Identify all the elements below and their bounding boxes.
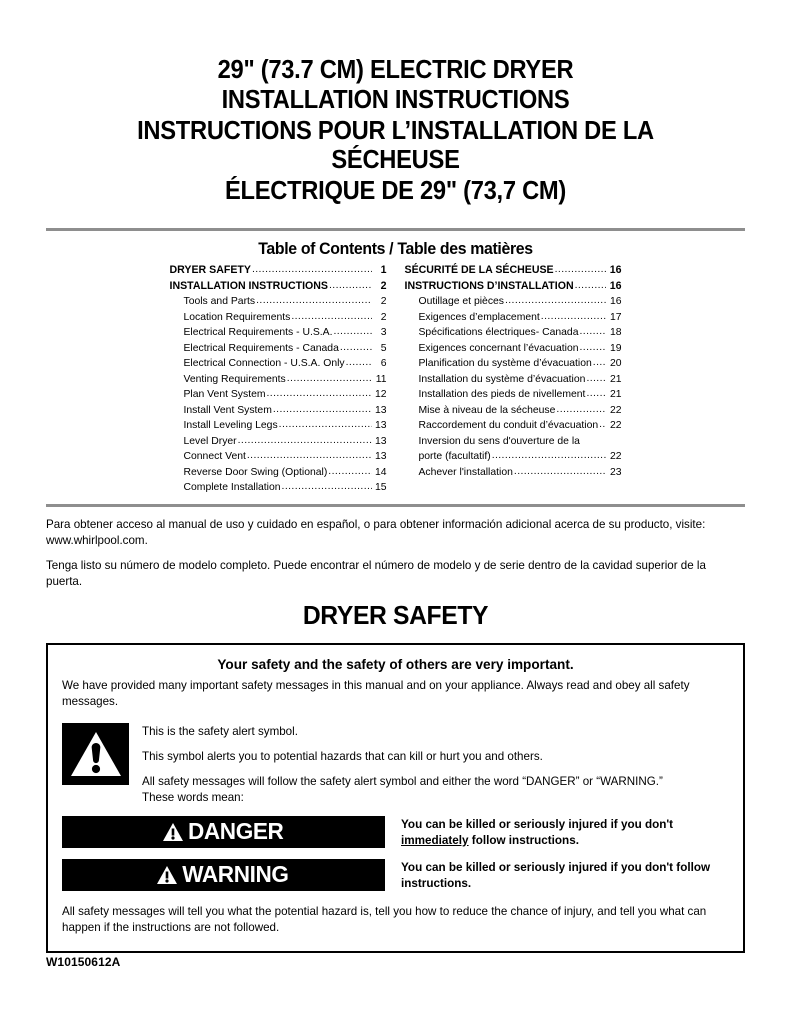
toc-leader-dots bbox=[505, 293, 606, 309]
danger-label: DANGER bbox=[187, 817, 284, 844]
toc-entry-label: Install Leveling Legs bbox=[183, 420, 278, 432]
safety-alert-symbol-icon bbox=[62, 723, 129, 785]
warning-label: WARNING bbox=[182, 860, 289, 887]
safety-alert-line-3: All safety messages will follow the safety alert symbol and either the word “DANGER” or “WARNING.” bbox=[142, 774, 663, 788]
toc-entry-label: Reverse Door Swing (Optional) bbox=[183, 466, 328, 478]
danger-row bbox=[62, 816, 729, 849]
safety-outro-text: All safety messages will tell you what the potential hazard is, tell you how to reduce the chance of injury, and tell you what can happen if the instructions are not followed. bbox=[62, 904, 707, 935]
toc-entry-label: Spécifications électriques- Canada bbox=[418, 327, 579, 339]
section-heading-dryer-safety: DRYER SAFETY bbox=[302, 599, 489, 630]
toc-leader-dots bbox=[346, 355, 372, 371]
toc-entry-label: INSTALLATION INSTRUCTIONS bbox=[169, 279, 329, 292]
toc-entry[interactable] bbox=[170, 403, 387, 419]
title-line-french-1: INSTRUCTIONS POUR L’INSTALLATION DE LA SÉCHEUSE bbox=[137, 116, 654, 175]
toc-entry[interactable] bbox=[170, 356, 387, 372]
danger-alert-triangle-icon bbox=[162, 822, 184, 842]
toc-entry[interactable] bbox=[405, 356, 622, 372]
toc-leader-dots bbox=[333, 324, 371, 340]
toc-entry-label: Complete Installation bbox=[183, 482, 281, 494]
toc-entry-page: 21 bbox=[609, 389, 622, 401]
toc-leader-dots bbox=[575, 278, 606, 294]
toc-leader-dots bbox=[282, 479, 372, 495]
safety-intro-text: We have provided many important safety messages in this manual and on your appliance. Always read and obey all safety messages. bbox=[62, 678, 690, 709]
toc-entry-page: 13 bbox=[374, 420, 387, 432]
toc-leader-dots bbox=[586, 371, 605, 387]
toc-entry[interactable] bbox=[405, 263, 622, 279]
toc-entry[interactable] bbox=[170, 279, 387, 295]
toc-entry[interactable] bbox=[170, 372, 387, 388]
toc-leader-dots bbox=[555, 262, 606, 278]
toc-entry-label: Tools and Parts bbox=[183, 296, 256, 308]
toc-entry-label: SÉCURITÉ DE LA SÉCHEUSE bbox=[404, 264, 554, 277]
toc-entry-label: Installation du système d’évacuation bbox=[418, 373, 586, 385]
danger-desc-underlined: immediately bbox=[401, 833, 469, 847]
toc-entry[interactable] bbox=[405, 294, 622, 310]
warning-alert-triangle-icon bbox=[156, 865, 178, 885]
spanish-notes bbox=[46, 517, 745, 590]
title-line-french-2: ÉLECTRIQUE DE 29" (73,7 CM) bbox=[224, 177, 567, 206]
toc-entry-page: 5 bbox=[380, 342, 387, 354]
toc-entry[interactable] bbox=[405, 465, 622, 481]
safety-alert-texts bbox=[142, 723, 729, 806]
spanish-manual-note: Para obtener acceso al manual de uso y cuidado en español, o para obtener información adicional acerca de su producto, visite: www.whirlpool.com. bbox=[46, 517, 706, 547]
toc-entry[interactable] bbox=[170, 480, 387, 496]
toc-entry[interactable] bbox=[170, 310, 387, 326]
toc-entry-label: Mise à niveau de la sécheuse bbox=[418, 404, 556, 416]
toc-leader-dots bbox=[541, 309, 606, 325]
safety-alert-line-1: This is the safety alert symbol. bbox=[142, 724, 298, 738]
safety-box-title: Your safety and the safety of others are very important. bbox=[217, 656, 574, 672]
toc-entry-label: Exigences d’emplacement bbox=[418, 311, 540, 323]
toc-leader-dots bbox=[556, 402, 605, 418]
toc-entry-page: 16 bbox=[609, 264, 622, 277]
toc-entry-label: Connect Vent bbox=[183, 451, 246, 463]
toc-entry[interactable] bbox=[405, 387, 622, 403]
toc-entry-label: Planification du système d’évacuation bbox=[418, 358, 592, 370]
toc-entry[interactable] bbox=[405, 372, 622, 388]
toc-entry-label: Electrical Connection - U.S.A. Only bbox=[183, 358, 345, 370]
toc-leader-dots bbox=[267, 386, 372, 402]
toc-leader-dots bbox=[328, 464, 371, 480]
toc-entry[interactable] bbox=[405, 403, 622, 419]
danger-banner bbox=[62, 816, 385, 848]
toc-entry-label: DRYER SAFETY bbox=[169, 264, 251, 277]
toc-entry-label: Venting Requirements bbox=[183, 373, 286, 385]
toc-entry[interactable] bbox=[170, 341, 387, 357]
toc-entry-page: 2 bbox=[380, 279, 387, 292]
divider-below-toc bbox=[46, 504, 745, 507]
danger-desc-part-a: You can be killed or seriously injured if you don't bbox=[401, 817, 674, 831]
toc-leader-dots bbox=[238, 433, 372, 449]
toc-leader-dots bbox=[291, 309, 371, 325]
toc-entry-page: 2 bbox=[380, 311, 387, 323]
danger-desc-part-b: follow instructions. bbox=[468, 833, 579, 847]
toc-entry-page: 6 bbox=[380, 358, 387, 370]
toc-entry-label: Level Dryer bbox=[183, 435, 237, 447]
toc-leader-dots bbox=[252, 262, 372, 278]
toc-leader-dots bbox=[586, 386, 605, 402]
toc-entry-label: Plan Vent System bbox=[183, 389, 266, 401]
toc-entry-page: 18 bbox=[609, 327, 622, 339]
divider-above-toc bbox=[46, 228, 745, 231]
toc-entry-page: 12 bbox=[374, 389, 387, 401]
safety-alert-line-2: This symbol alerts you to potential hazards that can kill or hurt you and others. bbox=[142, 749, 543, 763]
toc-leader-dots bbox=[514, 464, 606, 480]
toc-entry[interactable] bbox=[170, 387, 387, 403]
toc-column-english bbox=[170, 263, 387, 496]
toc-entry-label: Raccordement du conduit d’évacuation bbox=[418, 420, 599, 432]
toc-entry-label: Exigences concernant l’évacuation bbox=[418, 342, 579, 354]
toc-leader-dots bbox=[273, 402, 372, 418]
toc-entry-page: 16 bbox=[609, 279, 622, 292]
toc-entry-page: 16 bbox=[609, 296, 622, 308]
toc-entry-page: 1 bbox=[380, 264, 387, 277]
toc-leader-dots bbox=[593, 355, 606, 371]
toc-entry[interactable] bbox=[405, 434, 622, 465]
toc-entry[interactable] bbox=[170, 325, 387, 341]
toc-entry-page: 3 bbox=[380, 327, 387, 339]
toc-entry-label: Install Vent System bbox=[183, 404, 272, 416]
toc-entry-page: 21 bbox=[609, 373, 622, 385]
toc-entry-label: Electrical Requirements - Canada bbox=[183, 342, 339, 354]
toc-entry-page: 22 bbox=[609, 420, 622, 432]
title-line-english-2: INSTALLATION INSTRUCTIONS bbox=[221, 85, 570, 114]
toc-entry-page: 20 bbox=[609, 358, 622, 370]
toc-leader-dots bbox=[279, 417, 372, 433]
toc-entry-page: 2 bbox=[380, 296, 387, 308]
warning-description: You can be killed or seriously injured if you don't follow instructions. bbox=[401, 860, 711, 890]
toc-entry[interactable] bbox=[405, 418, 622, 434]
toc-entry-page: 19 bbox=[609, 342, 622, 354]
toc-entry[interactable] bbox=[405, 341, 622, 357]
toc-entry[interactable] bbox=[405, 310, 622, 326]
safety-alert-symbol-row bbox=[62, 723, 729, 806]
toc-entry-label-continued: porte (facultatif) bbox=[418, 451, 491, 463]
toc-entry-label: Achever l'installation bbox=[418, 466, 513, 478]
toc-entry[interactable] bbox=[170, 449, 387, 465]
toc-leader-dots bbox=[340, 340, 372, 356]
toc-entry[interactable] bbox=[170, 465, 387, 481]
danger-description bbox=[401, 816, 729, 849]
toc-entry-page: 13 bbox=[374, 451, 387, 463]
toc-entry-label: INSTRUCTIONS D’INSTALLATION bbox=[404, 279, 574, 292]
toc-leader-dots bbox=[287, 371, 372, 387]
toc-entry-page: 22 bbox=[609, 451, 622, 463]
safety-alert-line-4: These words mean: bbox=[142, 790, 244, 804]
toc-columns bbox=[46, 263, 745, 496]
toc-entry[interactable] bbox=[170, 294, 387, 310]
toc-entry-label: Installation des pieds de nivellement bbox=[418, 389, 586, 401]
toc-leader-dots bbox=[247, 448, 372, 464]
toc-entry[interactable] bbox=[405, 279, 622, 295]
toc-leader-dots bbox=[492, 448, 606, 464]
toc-entry-page: 22 bbox=[609, 404, 622, 416]
spanish-model-note: Tenga listo su número de modelo completo. Puede encontrar el número de modelo y de serie dentro de la cavidad superior de la puerta. bbox=[46, 558, 706, 588]
toc-entry[interactable] bbox=[405, 325, 622, 341]
toc-entry[interactable] bbox=[170, 434, 387, 450]
part-number-footer: W10150612A bbox=[46, 955, 121, 969]
warning-row bbox=[62, 859, 729, 892]
toc-entry-label: Location Requirements bbox=[183, 311, 291, 323]
warning-banner bbox=[62, 859, 385, 891]
toc-entry-label: Electrical Requirements - U.S.A. bbox=[183, 327, 333, 339]
toc-leader-dots bbox=[599, 417, 605, 433]
toc-leader-dots bbox=[580, 324, 606, 340]
toc-leader-dots bbox=[580, 340, 606, 356]
document-title-block bbox=[46, 0, 745, 207]
toc-entry-page: 17 bbox=[609, 311, 622, 323]
toc-entry-page: 13 bbox=[374, 435, 387, 447]
toc-entry-label: Outillage et pièces bbox=[418, 296, 504, 308]
toc-entry[interactable] bbox=[170, 418, 387, 434]
toc-entry-label: Inversion du sens d'ouverture de la bbox=[418, 435, 580, 447]
toc-entry[interactable] bbox=[170, 263, 387, 279]
toc-entry-page: 15 bbox=[374, 482, 387, 494]
toc-heading: Table of Contents / Table des matières bbox=[258, 240, 533, 259]
title-line-english-1: 29" (73.7 CM) ELECTRIC DRYER bbox=[217, 56, 574, 84]
toc-column-french bbox=[405, 263, 622, 496]
toc-entry-page: 11 bbox=[375, 373, 387, 385]
toc-leader-dots bbox=[256, 293, 371, 309]
safety-message-box bbox=[46, 643, 745, 953]
toc-leader-dots bbox=[329, 278, 371, 294]
toc-entry-page: 23 bbox=[609, 466, 622, 478]
toc-entry-page: 13 bbox=[374, 404, 387, 416]
toc-entry-page: 14 bbox=[374, 466, 387, 478]
